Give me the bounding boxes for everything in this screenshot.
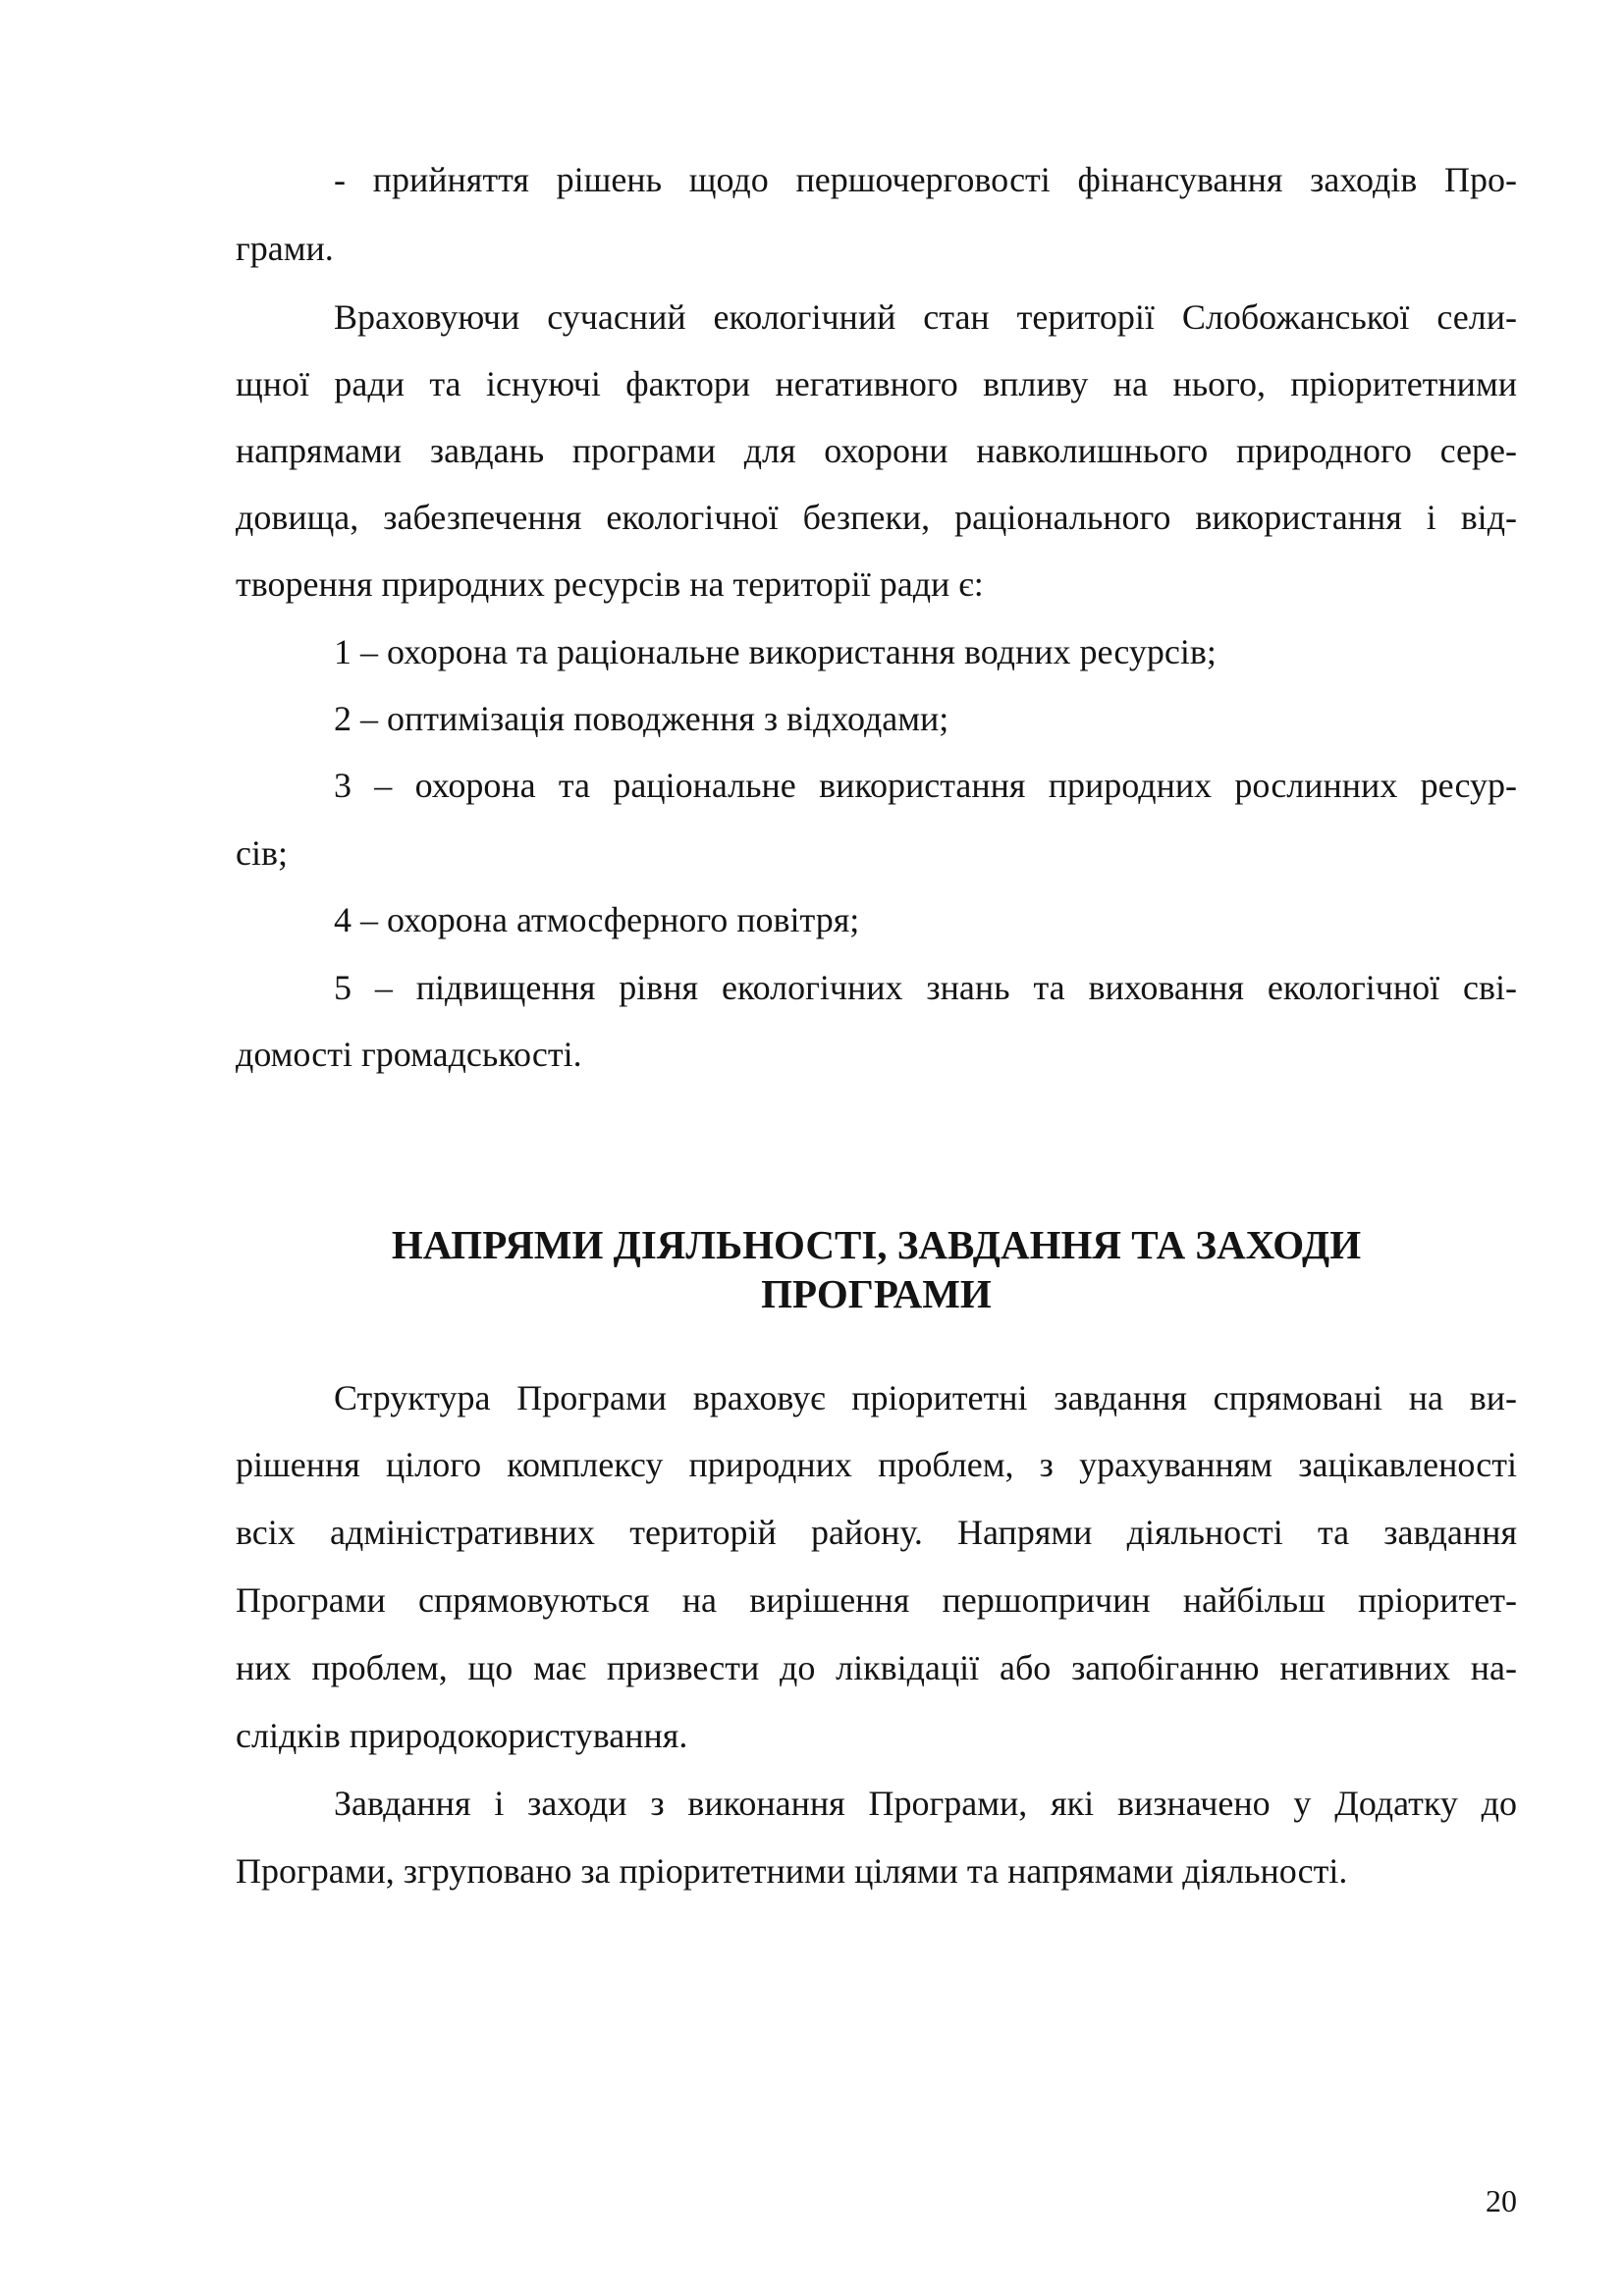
list-item: сів; xyxy=(236,833,288,873)
text-line: Програми спрямовуються на вирішення першопричин найбільш пріоритет- xyxy=(236,1580,1517,1620)
section-heading: ПРОГРАМИ xyxy=(761,1271,992,1316)
list-item: домості громадськості. xyxy=(236,1035,582,1074)
text-line: них проблем, що має призвести до ліквідації або запобіганню негативних на- xyxy=(236,1648,1517,1687)
text-line: Програми, згруповано за пріоритетними цілями та напрямами діяльності. xyxy=(236,1851,1348,1891)
text-line: грами. xyxy=(236,229,334,268)
list-item: 5 – підвищення рівня екологічних знань та виховання екологічної сві- xyxy=(334,968,1517,1007)
text-line: Структура Програми враховує пріоритетні завдання спрямовані на ви- xyxy=(334,1378,1517,1417)
section-heading: НАПРЯМИ ДІЯЛЬНОСТІ, ЗАВДАННЯ ТА ЗАХОДИ xyxy=(391,1222,1362,1267)
text-line: - прийняття рішень щодо першочерговості фінансування заходів Про- xyxy=(334,160,1517,199)
text-line: всіх адміністративних територій району. Напрями діяльності та завдання xyxy=(236,1513,1517,1552)
text-line: Завдання і заходи з виконання Програми, які визначено у Додатку до xyxy=(334,1784,1517,1823)
text-line: слідків природокористування. xyxy=(236,1716,688,1755)
list-item: 4 – охорона атмосферного повітря; xyxy=(334,900,860,939)
text-line: довища, забезпечення екологічної безпеки, раціонального використання і від- xyxy=(236,498,1517,537)
text-line: творення природних ресурсів на території ради є: xyxy=(236,564,984,604)
page-number: 20 xyxy=(1486,2183,1517,2218)
list-item: 2 – оптимізація поводження з відходами; xyxy=(334,699,949,738)
text-line: рішення цілого комплексу природних проблем, з урахуванням зацікавленості xyxy=(236,1445,1517,1484)
text-line: Враховуючи сучасний екологічний стан території Слобожанської сели- xyxy=(334,297,1517,337)
text-line: щної ради та існуючі фактори негативного впливу на нього, пріоритетними xyxy=(236,364,1517,403)
list-item: 1 – охорона та раціональне використання водних ресурсів; xyxy=(334,632,1217,671)
text-line: напрямами завдань програми для охорони навколишнього природного сере- xyxy=(236,431,1517,470)
list-item: 3 – охорона та раціональне використання природних рослинних ресур- xyxy=(334,766,1517,805)
